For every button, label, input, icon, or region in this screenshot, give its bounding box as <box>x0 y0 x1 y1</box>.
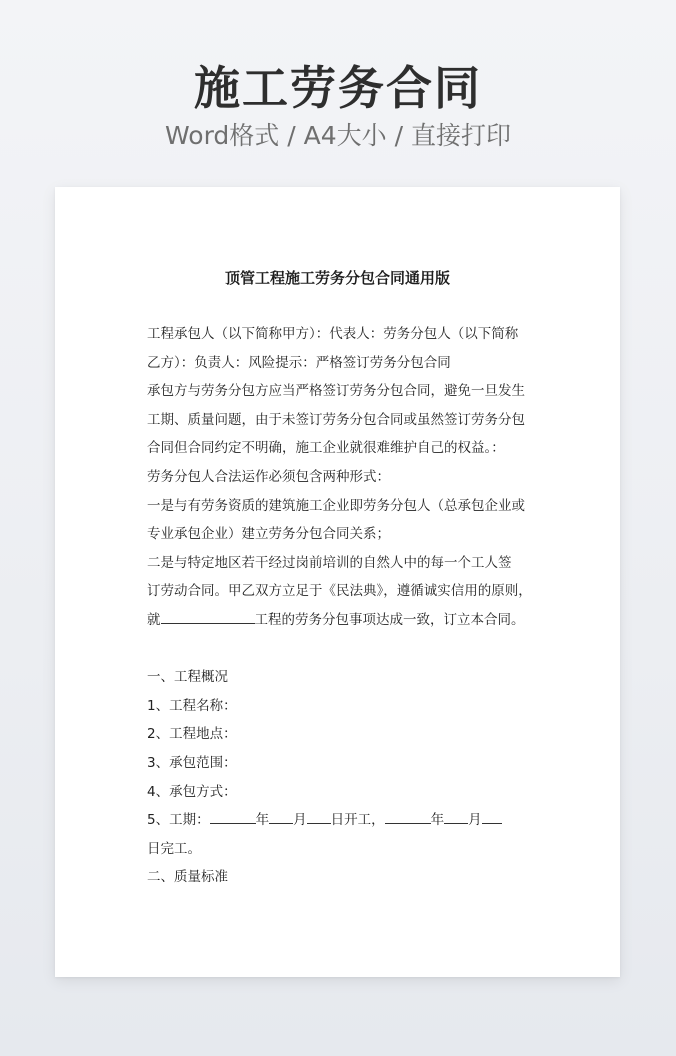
body-line: 承包方与劳务分包方应当严格签订劳务分包合同，避免一旦发生 <box>147 383 525 400</box>
item-line: 1、工程名称： <box>147 697 237 714</box>
body-line: 二是与特定地区若干经过岗前培训的自然人中的每一个工人签 <box>147 554 512 571</box>
year-label: 年 <box>255 812 270 829</box>
body-line: 一是与有劳务资质的建筑施工企业即劳务分包人（总承包企业或 <box>147 497 525 514</box>
start-day-blank <box>307 809 331 824</box>
banner-subtitle: Word格式 / A4大小 / 直接打印 <box>165 121 511 150</box>
item-line: 4、承包方式： <box>147 783 237 800</box>
section-heading: 一、工程概况 <box>147 669 228 686</box>
body-line: 工程承包人（以下简称甲方）：代表人：劳务分包人（以下简称 <box>147 326 519 342</box>
body-line: 合同但合同约定不明确，施工企业就很难维护自己的权益。： <box>147 440 505 457</box>
period-end-line: 日完工。 <box>147 840 201 857</box>
body-line: 专业承包企业）建立劳务分包合同关系； <box>147 526 390 543</box>
item-line: 3、承包范围： <box>147 754 237 771</box>
start-year-blank <box>210 809 256 824</box>
item-line: 2、工程地点： <box>147 726 237 743</box>
line-prefix: 就 <box>147 611 161 628</box>
document-body <box>147 320 537 892</box>
end-day-blank <box>482 809 502 824</box>
period-line <box>147 806 537 835</box>
year-label: 年 <box>430 812 445 829</box>
banner-title: 施工劳务合同 <box>194 61 482 115</box>
body-line-with-blank <box>147 606 537 635</box>
period-label: 5、工期： <box>147 812 210 829</box>
paragraph-gap <box>147 635 537 664</box>
start-label: 日开工， <box>330 812 385 829</box>
end-year-blank <box>385 809 431 824</box>
end-month-blank <box>444 809 468 824</box>
body-line: 订劳动合同。甲乙双方立足于《民法典》，遵循诚实信用的原则， <box>147 583 532 600</box>
document-title: 顶管工程施工劳务分包合同通用版 <box>224 269 450 287</box>
project-name-blank <box>161 609 255 624</box>
line-suffix: 工程的劳务分包事项达成一致，订立本合同。 <box>254 611 525 628</box>
body-line: 工期、质量问题，由于未签订劳务分包合同或虽然签订劳务分包 <box>147 411 525 428</box>
month-label: 月 <box>468 812 482 829</box>
body-line: 乙方）：负责人：风险提示：严格签订劳务分包合同 <box>147 354 451 371</box>
body-line: 劳务分包人合法运作必须包含两种形式： <box>147 468 390 485</box>
month-label: 月 <box>293 812 307 829</box>
section-heading: 二、质量标准 <box>147 869 228 886</box>
document-page <box>55 187 620 977</box>
start-month-blank <box>269 809 293 824</box>
